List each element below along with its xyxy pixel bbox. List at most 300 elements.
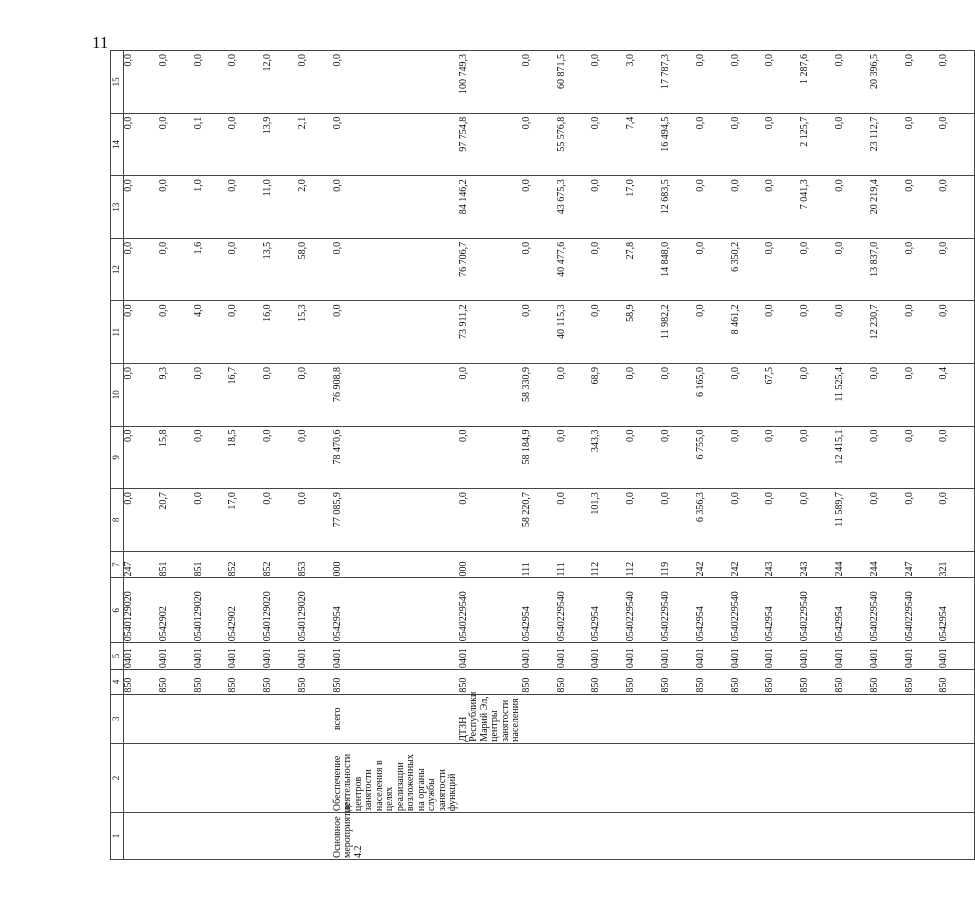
value-2015: 0,0 — [905, 363, 940, 426]
event-name-cell — [696, 743, 731, 812]
table-body — [124, 51, 975, 860]
executor-cell — [696, 694, 731, 743]
table-row — [333, 51, 459, 860]
gr-code-cell: 850 — [800, 670, 835, 695]
value-2019: 0,0 — [522, 113, 557, 176]
gr-code-cell: 850 — [835, 670, 870, 695]
table-row — [939, 51, 974, 860]
value-2019: 0,1 — [194, 113, 229, 176]
value-2020: 0,0 — [298, 51, 333, 114]
executor-cell — [263, 694, 298, 743]
event-cell — [835, 813, 870, 860]
value-2019: 0,0 — [228, 113, 263, 176]
executor-cell — [591, 694, 626, 743]
value-2019: 16 494,5 — [661, 113, 696, 176]
expense-type-cell: 244 — [870, 551, 905, 578]
executor-cell — [905, 694, 940, 743]
executor-cell — [194, 694, 229, 743]
gr-code-cell: 850 — [263, 670, 298, 695]
value-2015: 0,0 — [661, 363, 696, 426]
table-row — [194, 51, 229, 860]
value-2015: 0,0 — [298, 363, 333, 426]
table-row — [459, 51, 522, 860]
value-2019: 0,0 — [765, 113, 800, 176]
value-2013: 17,0 — [228, 489, 263, 552]
target-article-cell: 0540229540 — [459, 578, 522, 643]
expense-type-cell: 243 — [800, 551, 835, 578]
executor-cell — [557, 694, 592, 743]
expense-type-cell: 853 — [298, 551, 333, 578]
target-article-cell: 0540229540 — [905, 578, 940, 643]
event-cell — [298, 813, 333, 860]
value-2013: 0,0 — [557, 489, 592, 552]
value-2014: 0,0 — [870, 426, 905, 489]
value-2013: 20,7 — [159, 489, 194, 552]
value-2018: 20 219,4 — [870, 176, 905, 239]
target-article-cell: 0540229540 — [626, 578, 661, 643]
section-code-cell: 0401 — [731, 643, 766, 670]
value-2014: 18,5 — [228, 426, 263, 489]
section-code-cell: 0401 — [591, 643, 626, 670]
table-row — [870, 51, 905, 860]
gr-code-cell: 850 — [228, 670, 263, 695]
gr-code-cell: 850 — [626, 670, 661, 695]
value-2014: 0,0 — [731, 426, 766, 489]
value-2018: 0,0 — [124, 176, 159, 239]
value-2019: 0,0 — [333, 113, 459, 176]
value-2017: 76 706,7 — [459, 238, 522, 301]
section-code-cell: 0401 — [228, 643, 263, 670]
value-2015: 58 330,9 — [522, 363, 557, 426]
value-2018: 0,0 — [765, 176, 800, 239]
value-2013: 0,0 — [124, 489, 159, 552]
value-2013: 0,0 — [870, 489, 905, 552]
value-2018: 0,0 — [696, 176, 731, 239]
event-name-cell — [800, 743, 835, 812]
table-row — [557, 51, 592, 860]
value-2018: 0,0 — [522, 176, 557, 239]
value-2016: 0,0 — [696, 301, 731, 364]
executor-cell — [939, 694, 974, 743]
value-2014: 0,0 — [263, 426, 298, 489]
target-article-cell: 0540229540 — [870, 578, 905, 643]
executor-cell — [765, 694, 800, 743]
value-2016: 0,0 — [333, 301, 459, 364]
event-cell — [522, 813, 557, 860]
event-cell — [263, 813, 298, 860]
executor-cell — [124, 694, 159, 743]
value-2020: 0,0 — [124, 51, 159, 114]
value-2019: 0,0 — [835, 113, 870, 176]
gr-code-cell: 850 — [661, 670, 696, 695]
value-2020: 0,0 — [905, 51, 940, 114]
value-2019: 0,0 — [905, 113, 940, 176]
event-cell: Основное мероприятие 4.2 — [333, 813, 459, 860]
target-article-cell: 0542954 — [765, 578, 800, 643]
event-cell — [731, 813, 766, 860]
value-2017: 40 477,6 — [557, 238, 592, 301]
value-2017: 58,0 — [298, 238, 333, 301]
value-2020: 100 749,3 — [459, 51, 522, 114]
value-2014: 12 415,1 — [835, 426, 870, 489]
value-2019: 13,9 — [263, 113, 298, 176]
value-2018: 0,0 — [731, 176, 766, 239]
section-code-cell: 0401 — [298, 643, 333, 670]
value-2016: 15,3 — [298, 301, 333, 364]
section-code-cell: 0401 — [696, 643, 731, 670]
value-2013: 0,0 — [905, 489, 940, 552]
executor-cell — [298, 694, 333, 743]
expense-type-cell: 111 — [557, 551, 592, 578]
value-2019: 23 112,7 — [870, 113, 905, 176]
event-name-cell — [835, 743, 870, 812]
value-2020: 0,0 — [228, 51, 263, 114]
event-name-cell — [298, 743, 333, 812]
column-header-3: 3 — [111, 694, 124, 743]
value-2020: 0,0 — [194, 51, 229, 114]
gr-code-cell: 850 — [731, 670, 766, 695]
value-2020: 3,0 — [626, 51, 661, 114]
column-header-11: 11 — [111, 301, 124, 364]
section-code-cell: 0401 — [333, 643, 459, 670]
event-cell — [905, 813, 940, 860]
value-2013: 0,0 — [800, 489, 835, 552]
executor-cell — [522, 694, 557, 743]
value-2016: 0,0 — [124, 301, 159, 364]
value-2020: 0,0 — [765, 51, 800, 114]
executor-cell — [870, 694, 905, 743]
event-name-cell — [124, 743, 159, 812]
value-2017: 0,0 — [159, 238, 194, 301]
value-2020: 1 287,6 — [800, 51, 835, 114]
value-2018: 0,0 — [591, 176, 626, 239]
expense-type-cell: 321 — [939, 551, 974, 578]
value-2016: 0,0 — [905, 301, 940, 364]
section-code-cell: 0401 — [765, 643, 800, 670]
event-name-cell — [228, 743, 263, 812]
gr-code-cell: 850 — [696, 670, 731, 695]
expense-type-cell: 112 — [591, 551, 626, 578]
value-2019: 0,0 — [939, 113, 974, 176]
event-cell — [626, 813, 661, 860]
gr-code-cell: 850 — [905, 670, 940, 695]
rotated-table-wrapper — [110, 50, 950, 860]
expense-type-cell: 111 — [522, 551, 557, 578]
value-2020: 0,0 — [522, 51, 557, 114]
value-2017: 0,0 — [591, 238, 626, 301]
target-article-cell: 0540229540 — [731, 578, 766, 643]
value-2018: 0,0 — [333, 176, 459, 239]
column-header-15: 15 — [111, 51, 124, 114]
gr-code-cell: 850 — [298, 670, 333, 695]
value-2017: 0,0 — [800, 238, 835, 301]
expense-type-cell: 851 — [159, 551, 194, 578]
column-header-6: 6 — [111, 578, 124, 643]
expense-type-cell: 851 — [194, 551, 229, 578]
value-2018: 2,0 — [298, 176, 333, 239]
expense-type-cell: 247 — [905, 551, 940, 578]
value-2016: 0,0 — [159, 301, 194, 364]
value-2013: 0,0 — [765, 489, 800, 552]
value-2015: 0,0 — [557, 363, 592, 426]
value-2017: 1,6 — [194, 238, 229, 301]
event-name-cell — [591, 743, 626, 812]
value-2013: 0,0 — [459, 489, 522, 552]
value-2017: 13 837,0 — [870, 238, 905, 301]
expense-type-cell: 000 — [459, 551, 522, 578]
value-2018: 7 041,3 — [800, 176, 835, 239]
column-header-2: 2 — [111, 743, 124, 812]
value-2013: 0,0 — [194, 489, 229, 552]
value-2014: 0,0 — [557, 426, 592, 489]
value-2020: 0,0 — [731, 51, 766, 114]
value-2013: 6 356,3 — [696, 489, 731, 552]
event-name-cell — [731, 743, 766, 812]
event-name-cell — [557, 743, 592, 812]
value-2019: 2 125,7 — [800, 113, 835, 176]
column-header-13: 13 — [111, 176, 124, 239]
event-cell — [870, 813, 905, 860]
table-row — [263, 51, 298, 860]
gr-code-cell: 850 — [194, 670, 229, 695]
value-2016: 0,0 — [591, 301, 626, 364]
value-2020: 0,0 — [159, 51, 194, 114]
value-2018: 17,0 — [626, 176, 661, 239]
section-code-cell: 0401 — [159, 643, 194, 670]
event-name-cell — [459, 743, 522, 812]
value-2014: 0,0 — [298, 426, 333, 489]
value-2017: 0,0 — [522, 238, 557, 301]
executor-cell — [159, 694, 194, 743]
value-2019: 0,0 — [124, 113, 159, 176]
value-2020: 12,0 — [263, 51, 298, 114]
column-header-8: 8 — [111, 489, 124, 552]
section-code-cell: 0401 — [263, 643, 298, 670]
value-2020: 20 396,5 — [870, 51, 905, 114]
expense-type-cell: 247 — [124, 551, 159, 578]
value-2014: 0,0 — [800, 426, 835, 489]
target-article-cell: 0540129020 — [298, 578, 333, 643]
column-header-5: 5 — [111, 643, 124, 670]
section-code-cell: 0401 — [124, 643, 159, 670]
value-2020: 0,0 — [835, 51, 870, 114]
column-header-10: 10 — [111, 363, 124, 426]
table-row — [522, 51, 557, 860]
target-article-cell: 0542954 — [333, 578, 459, 643]
value-2016: 73 911,2 — [459, 301, 522, 364]
value-2015: 0,0 — [459, 363, 522, 426]
section-code-cell: 0401 — [194, 643, 229, 670]
value-2016: 11 982,2 — [661, 301, 696, 364]
target-article-cell: 0542902 — [228, 578, 263, 643]
table-row — [800, 51, 835, 860]
event-cell — [159, 813, 194, 860]
section-code-cell: 0401 — [459, 643, 522, 670]
value-2014: 0,0 — [661, 426, 696, 489]
value-2017: 0,0 — [835, 238, 870, 301]
value-2018: 1,0 — [194, 176, 229, 239]
value-2014: 0,0 — [194, 426, 229, 489]
column-header-4: 4 — [111, 670, 124, 695]
section-code-cell: 0401 — [522, 643, 557, 670]
target-article-cell: 0540229540 — [661, 578, 696, 643]
event-name-cell — [159, 743, 194, 812]
column-header-1: 1 — [111, 813, 124, 860]
value-2016: 58,9 — [626, 301, 661, 364]
value-2014: 0,0 — [939, 426, 974, 489]
gr-code-cell: 850 — [939, 670, 974, 695]
value-2013: 11 589,7 — [835, 489, 870, 552]
executor-cell — [228, 694, 263, 743]
event-cell — [661, 813, 696, 860]
budget-table — [110, 50, 975, 860]
value-2015: 0,0 — [800, 363, 835, 426]
table-row — [124, 51, 159, 860]
value-2018: 0,0 — [159, 176, 194, 239]
event-name-cell — [765, 743, 800, 812]
table-row — [731, 51, 766, 860]
executor-cell — [835, 694, 870, 743]
event-cell — [194, 813, 229, 860]
value-2019: 0,0 — [731, 113, 766, 176]
value-2019: 55 576,8 — [557, 113, 592, 176]
event-name-cell: Обеспечение деятельности центров занятости населения в целях реализации возложенных на органы службы занятости функций — [333, 743, 459, 812]
gr-code-cell: 850 — [557, 670, 592, 695]
expense-type-cell: 000 — [333, 551, 459, 578]
value-2015: 9,3 — [159, 363, 194, 426]
value-2018: 0,0 — [939, 176, 974, 239]
event-name-cell — [194, 743, 229, 812]
table-row — [228, 51, 263, 860]
event-cell — [228, 813, 263, 860]
value-2017: 27,8 — [626, 238, 661, 301]
section-code-cell: 0401 — [800, 643, 835, 670]
value-2018: 84 146,2 — [459, 176, 522, 239]
target-article-cell: 0540129020 — [263, 578, 298, 643]
section-code-cell: 0401 — [835, 643, 870, 670]
value-2013: 0,0 — [626, 489, 661, 552]
value-2017: 0,0 — [905, 238, 940, 301]
expense-type-cell: 242 — [731, 551, 766, 578]
value-2018: 0,0 — [835, 176, 870, 239]
executor-cell: ДТЗН Республики Марий Эл, центры занятости населения — [457, 691, 522, 742]
value-2013: 101,3 — [591, 489, 626, 552]
executor-cell — [626, 694, 661, 743]
value-2015: 6 165,0 — [696, 363, 731, 426]
value-2017: 0,0 — [765, 238, 800, 301]
section-code-cell: 0401 — [870, 643, 905, 670]
value-2013: 58 220,7 — [522, 489, 557, 552]
value-2018: 0,0 — [228, 176, 263, 239]
table-row — [298, 51, 333, 860]
table-header-row — [111, 51, 124, 860]
event-name-cell — [939, 743, 974, 812]
value-2016: 0,0 — [765, 301, 800, 364]
value-2018: 11,0 — [263, 176, 298, 239]
event-cell — [459, 813, 522, 860]
gr-code-cell: 850 — [124, 670, 159, 695]
table-row — [661, 51, 696, 860]
executor-cell: всего — [333, 694, 459, 743]
event-cell — [800, 813, 835, 860]
value-2015: 0,0 — [263, 363, 298, 426]
value-2016: 4,0 — [194, 301, 229, 364]
column-header-14: 14 — [111, 113, 124, 176]
value-2015: 0,0 — [870, 363, 905, 426]
expense-type-cell: 119 — [661, 551, 696, 578]
table-row — [696, 51, 731, 860]
section-code-cell: 0401 — [905, 643, 940, 670]
table-row — [835, 51, 870, 860]
section-code-cell: 0401 — [661, 643, 696, 670]
event-cell — [557, 813, 592, 860]
gr-code-cell: 850 — [870, 670, 905, 695]
target-article-cell: 0540129020 — [124, 578, 159, 643]
value-2016: 0,0 — [522, 301, 557, 364]
value-2020: 60 871,5 — [557, 51, 592, 114]
section-code-cell: 0401 — [626, 643, 661, 670]
executor-cell — [661, 694, 696, 743]
expense-type-cell: 112 — [626, 551, 661, 578]
value-2014: 6 755,0 — [696, 426, 731, 489]
gr-code-cell: 850 — [333, 670, 459, 695]
value-2017: 0,0 — [124, 238, 159, 301]
column-header-7: 7 — [111, 551, 124, 578]
table-row — [765, 51, 800, 860]
gr-code-cell: 850 — [591, 670, 626, 695]
value-2017: 0,0 — [939, 238, 974, 301]
section-code-cell: 0401 — [939, 643, 974, 670]
table-row — [626, 51, 661, 860]
value-2016: 8 461,2 — [731, 301, 766, 364]
gr-code-cell: 850 — [522, 670, 557, 695]
expense-type-cell: 243 — [765, 551, 800, 578]
gr-code-cell: 850 — [765, 670, 800, 695]
value-2020: 0,0 — [939, 51, 974, 114]
value-2018: 0,0 — [905, 176, 940, 239]
table-row — [591, 51, 626, 860]
value-2016: 0,0 — [835, 301, 870, 364]
value-2018: 43 675,3 — [557, 176, 592, 239]
target-article-cell: 0540229540 — [800, 578, 835, 643]
value-2015: 0,4 — [939, 363, 974, 426]
value-2014: 58 184,9 — [522, 426, 557, 489]
executor-cell — [800, 694, 835, 743]
value-2014: 78 470,6 — [333, 426, 459, 489]
event-cell — [124, 813, 159, 860]
value-2017: 0,0 — [696, 238, 731, 301]
expense-type-cell: 244 — [835, 551, 870, 578]
section-code-cell: 0401 — [557, 643, 592, 670]
value-2015: 0,0 — [124, 363, 159, 426]
target-article-cell: 0542954 — [591, 578, 626, 643]
value-2013: 0,0 — [731, 489, 766, 552]
value-2020: 0,0 — [333, 51, 459, 114]
value-2014: 0,0 — [626, 426, 661, 489]
event-name-cell — [263, 743, 298, 812]
executor-cell — [731, 694, 766, 743]
table-row — [905, 51, 940, 860]
expense-type-cell: 242 — [696, 551, 731, 578]
event-name-cell — [661, 743, 696, 812]
value-2014: 15,8 — [159, 426, 194, 489]
value-2017: 13,5 — [263, 238, 298, 301]
target-article-cell: 0540229540 — [557, 578, 592, 643]
value-2013: 77 085,9 — [333, 489, 459, 552]
target-article-cell: 0542954 — [939, 578, 974, 643]
table-row — [159, 51, 194, 860]
value-2014: 0,0 — [459, 426, 522, 489]
